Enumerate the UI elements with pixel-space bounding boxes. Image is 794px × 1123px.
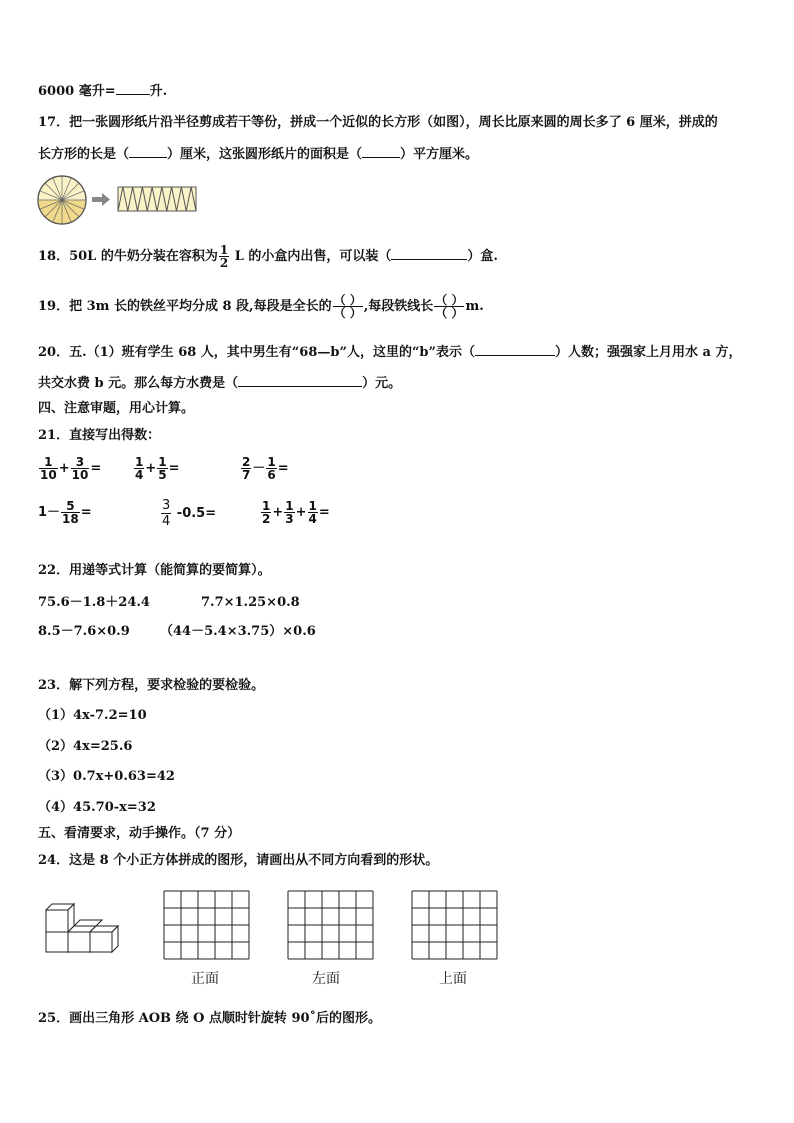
q22-title: 22．用递等式计算（能简算的要简算）。 <box>38 563 271 578</box>
q21-item-2: $\frac{1}{4}$ + $\frac{1}{5}$ = <box>135 455 180 482</box>
q25-line: 25．画出三角形 AOB 绕 O 点顺时针旋转 90˚后的图形。 <box>38 1011 382 1026</box>
cubes-icon <box>46 904 118 952</box>
q23-eq-4: （4）45.70-x=32 <box>38 800 156 815</box>
q22-expr-3: 8.5－7.6×0.9 <box>38 624 130 639</box>
cut-circle-icon <box>38 176 86 224</box>
q21-item-5: $\frac{3}{4}$ -0.5= <box>162 498 217 529</box>
q22-expr-2: 7.7×1.25×0.8 <box>201 595 300 610</box>
grid-front-view[interactable] <box>163 890 251 960</box>
answer-blank[interactable] <box>238 374 362 387</box>
q16-line: 6000 毫升= 升. <box>38 84 168 99</box>
section-4-heading: 四、注意审题，用心计算。 <box>38 401 195 416</box>
cube-stack-figure <box>40 894 130 956</box>
q21-item-6: $\frac{1}{2}$ + $\frac{1}{3}$ + $\frac{1}{4}$ = <box>262 499 330 526</box>
q17-line2: 长方形的长是（ ）厘米，这张圆形纸片的面积是（ ）平方厘米。 <box>38 147 479 162</box>
q22-expr-1: 75.6－1.8＋24.4 <box>38 595 150 610</box>
approx-rectangle-icon <box>118 187 196 211</box>
answer-blank[interactable] <box>362 145 400 158</box>
q21-item-3: $\frac{2}{7}$ － $\frac{1}{6}$ = <box>242 455 289 482</box>
q23-eq-1: （1）4x-7.2=10 <box>38 708 147 723</box>
answer-blank[interactable] <box>391 247 467 260</box>
answer-blank[interactable] <box>475 343 555 356</box>
fraction-blank[interactable]: $\frac{( )}{( )}$ <box>435 293 464 320</box>
q23-title: 23．解下列方程，要求检验的要检验。 <box>38 678 265 693</box>
grid-left-view[interactable] <box>287 890 375 960</box>
fraction: $\frac{1}{2}$ <box>219 243 229 270</box>
q21-item-4: 1－ $\frac{5}{18}$ = <box>38 499 92 526</box>
arrow-right-icon <box>92 193 110 206</box>
q19-line: 19．把 3m 长的铁丝平均分成 8 段,每段是全长的 $\frac{( )}{( )}$ ,每段铁线长 $\frac{( )}{( )}$ m. <box>38 293 484 320</box>
q23-eq-2: （2）4x=25.6 <box>38 739 133 754</box>
q23-eq-3: （3）0.7x+0.63=42 <box>38 769 175 784</box>
q22-expr-4: （44－5.4×3.75）×0.6 <box>160 624 316 639</box>
section-5-heading: 五、看清要求，动手操作。（7 分） <box>38 826 241 841</box>
fraction-blank[interactable]: $\frac{( )}{( )}$ <box>333 293 362 320</box>
q20-line2: 共交水费 b 元。那么每方水费是（ ）元。 <box>38 376 402 391</box>
caption-top: 上面 <box>439 971 467 987</box>
caption-left: 左面 <box>312 971 340 987</box>
circle-to-rectangle-figure <box>36 172 206 230</box>
q24-title: 24．这是 8 个小正方体拼成的图形，请画出从不同方向看到的形状。 <box>38 853 439 868</box>
answer-blank[interactable] <box>116 82 150 95</box>
answer-blank[interactable] <box>129 145 167 158</box>
grid-top-view[interactable] <box>411 890 499 960</box>
q20-line1: 20．五.（1）班有学生 68 人，其中男生有“68—b”人，这里的“b”表示（ ）人数；强强家上月用水 a 方， <box>38 345 742 360</box>
q17-line1: 17．把一张圆形纸片沿半径剪成若干等份，拼成一个近似的长方形（如图），周长比原来圆的周长多了 6 厘米，拼成的 <box>38 115 718 130</box>
caption-front: 正面 <box>191 971 219 987</box>
q21-item-1: $\frac{1}{10}$ + $\frac{3}{10}$ = <box>40 455 102 482</box>
q21-title: 21．直接写出得数： <box>38 428 161 443</box>
q18-line: 18．50L 的牛奶分装在容积为 $\frac{1}{2}$ L 的小盒内出售，可以装（ ）盒. <box>38 243 498 270</box>
